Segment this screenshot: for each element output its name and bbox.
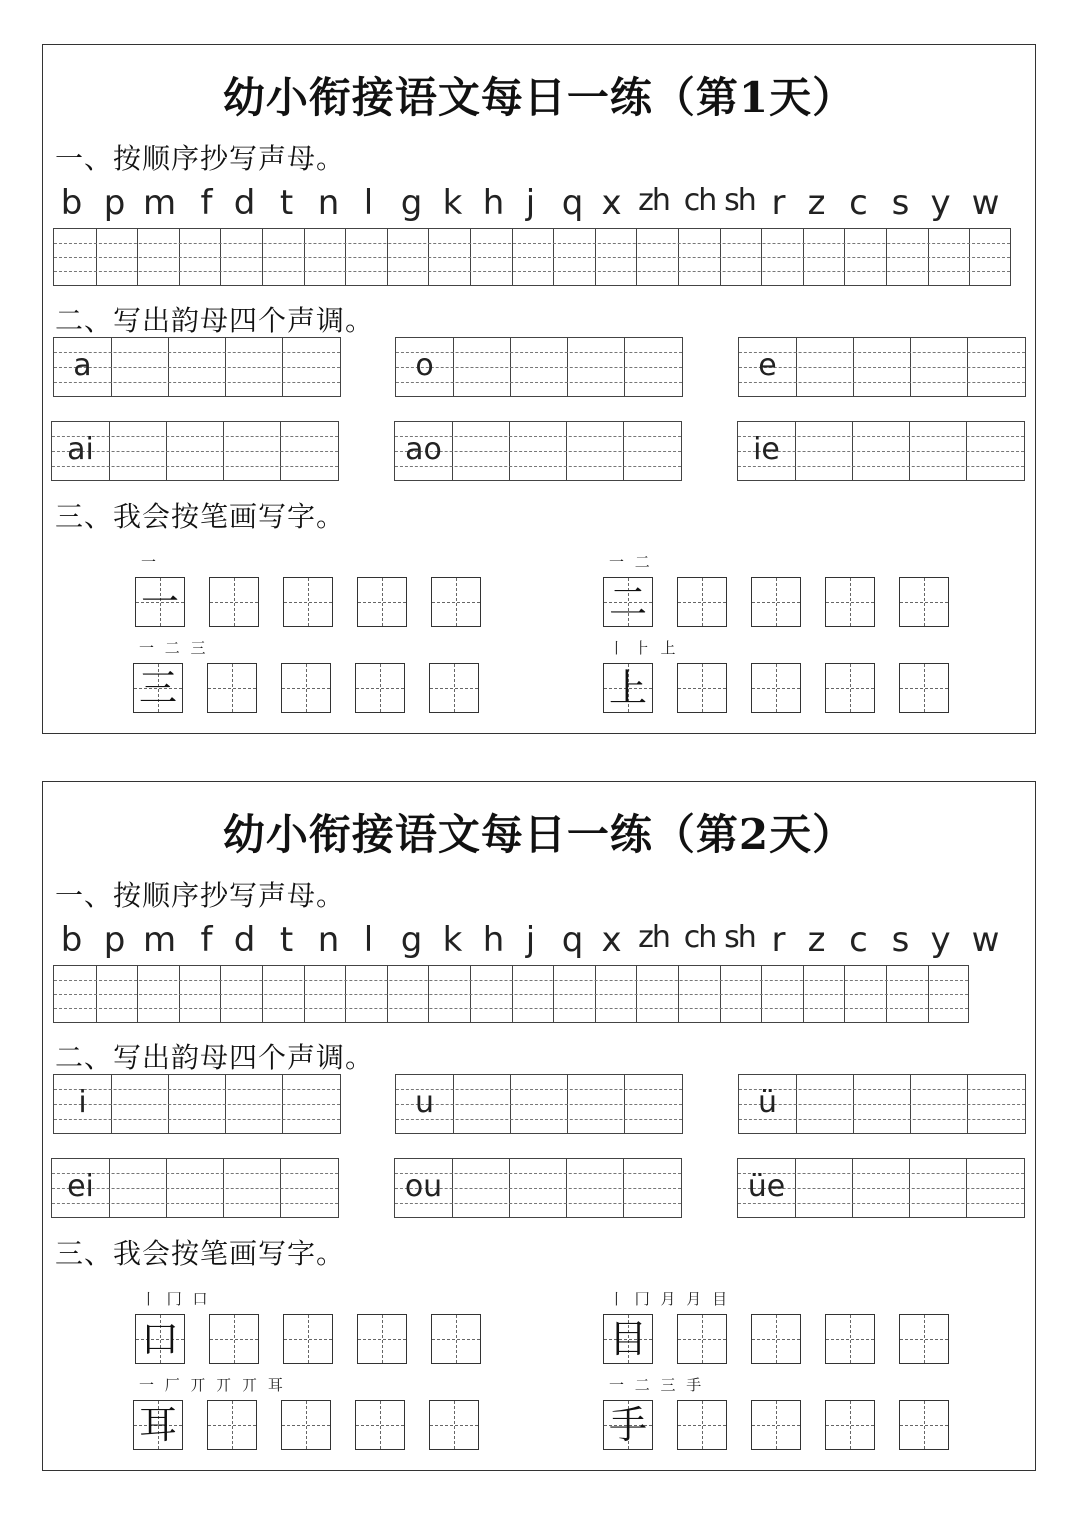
grid-guide-line xyxy=(900,688,948,689)
stroke-order-hint: 丨 冂 月 月 目 xyxy=(609,1290,731,1308)
practice-box[interactable] xyxy=(281,663,331,713)
practice-box[interactable] xyxy=(825,663,875,713)
initial-letter: p xyxy=(103,183,126,223)
initial-letter: c xyxy=(849,183,868,223)
grid-guide-line xyxy=(210,1339,258,1340)
grid-guide-line xyxy=(752,688,800,689)
model-character-box xyxy=(603,663,653,713)
section-heading-initials: 一、按顺序抄写声母。 xyxy=(55,879,346,912)
initial-letter: t xyxy=(279,183,294,223)
worksheet-title: 幼小衔接语文每日一练（第2天） xyxy=(222,810,856,859)
grid-guide-line xyxy=(678,1339,726,1340)
grid-guide-line xyxy=(678,602,726,603)
initial-letter: y xyxy=(930,183,951,223)
initial-letter: m xyxy=(142,183,177,223)
practice-box[interactable] xyxy=(209,577,259,627)
model-character: 目 xyxy=(608,1317,647,1361)
tone-writing-grid[interactable] xyxy=(737,1158,1025,1218)
stroke-order-hint: 一 二 三 手 xyxy=(609,1376,705,1394)
practice-box[interactable] xyxy=(283,577,333,627)
tone-writing-grid[interactable] xyxy=(51,1158,339,1218)
final-label: ü xyxy=(757,1085,777,1120)
final-label: ao xyxy=(405,432,442,467)
final-label: o xyxy=(415,348,434,383)
practice-box[interactable] xyxy=(751,577,801,627)
worksheet-day-1 xyxy=(42,44,1036,734)
practice-box[interactable] xyxy=(751,1314,801,1364)
grid-guide-line xyxy=(54,980,968,981)
worksheet-day-2 xyxy=(42,781,1036,1471)
final-label: ai xyxy=(67,432,94,467)
practice-box[interactable] xyxy=(825,577,875,627)
tone-writing-grid[interactable] xyxy=(395,337,683,397)
initial-letter: w xyxy=(971,183,1000,223)
practice-box[interactable] xyxy=(207,1400,257,1450)
grid-guide-line xyxy=(282,688,330,689)
initial-letter: m xyxy=(142,920,177,960)
tone-writing-grid[interactable] xyxy=(394,421,682,481)
grid-guide-line xyxy=(284,1339,332,1340)
model-character-box xyxy=(135,577,185,627)
practice-box[interactable] xyxy=(899,577,949,627)
tone-writing-grid[interactable] xyxy=(53,1074,341,1134)
initial-letter: k xyxy=(442,920,463,960)
initial-letter: x xyxy=(601,920,622,960)
model-character-box xyxy=(603,577,653,627)
final-label: ie xyxy=(753,432,780,467)
tone-writing-grid[interactable] xyxy=(394,1158,682,1218)
model-character: 上 xyxy=(608,666,647,710)
tone-writing-grid[interactable] xyxy=(395,1074,683,1134)
initial-letter: q xyxy=(561,920,584,960)
initial-letter: r xyxy=(771,920,786,960)
practice-box[interactable] xyxy=(751,663,801,713)
model-character-box xyxy=(603,1314,653,1364)
practice-box[interactable] xyxy=(899,663,949,713)
initial-letter: w xyxy=(971,920,1000,960)
tone-writing-grid[interactable] xyxy=(737,421,1025,481)
grid-guide-line xyxy=(356,688,404,689)
practice-box[interactable] xyxy=(355,663,405,713)
practice-box[interactable] xyxy=(677,577,727,627)
grid-guide-line xyxy=(900,602,948,603)
initial-letter: x xyxy=(601,183,622,223)
stroke-order-hint: 一 xyxy=(141,553,160,571)
practice-box[interactable] xyxy=(209,1314,259,1364)
initial-letter: z xyxy=(807,183,826,223)
model-character-box xyxy=(133,1400,183,1450)
grid-guide-line xyxy=(900,1425,948,1426)
initials-writing-grid[interactable] xyxy=(53,965,969,1023)
model-character-box xyxy=(135,1314,185,1364)
initial-letter: g xyxy=(400,920,423,960)
initial-letter: d xyxy=(233,920,256,960)
grid-guide-line xyxy=(432,1339,480,1340)
grid-guide-line xyxy=(54,257,1010,258)
grid-guide-line xyxy=(208,688,256,689)
tone-writing-grid[interactable] xyxy=(738,1074,1026,1134)
initial-letter: zh xyxy=(638,920,669,955)
grid-guide-line xyxy=(826,1425,874,1426)
model-character-box xyxy=(603,1400,653,1450)
section-heading-strokes: 三、我会按笔画写字。 xyxy=(55,1237,346,1270)
initial-letter: z xyxy=(807,920,826,960)
stroke-order-hint: 一 二 三 xyxy=(139,639,209,657)
initial-letter: p xyxy=(103,920,126,960)
section-heading-strokes: 三、我会按笔画写字。 xyxy=(55,500,346,533)
initial-letter: h xyxy=(482,183,505,223)
initial-letter: f xyxy=(200,920,213,960)
initial-letter: j xyxy=(525,920,536,960)
grid-guide-line xyxy=(678,1425,726,1426)
final-label: ei xyxy=(67,1169,94,1204)
model-character-box xyxy=(133,663,183,713)
section-heading-finals: 二、写出韵母四个声调。 xyxy=(55,1041,375,1074)
practice-box[interactable] xyxy=(899,1400,949,1450)
initial-letter: y xyxy=(930,920,951,960)
initial-letter: b xyxy=(60,183,83,223)
grid-guide-line xyxy=(54,271,1010,272)
practice-box[interactable] xyxy=(357,577,407,627)
final-label: u xyxy=(414,1085,434,1120)
initial-letter: s xyxy=(891,920,910,960)
grid-guide-line xyxy=(208,1425,256,1426)
practice-box[interactable] xyxy=(283,1314,333,1364)
final-label: üe xyxy=(747,1169,786,1204)
practice-box[interactable] xyxy=(677,663,727,713)
practice-box[interactable] xyxy=(825,1314,875,1364)
practice-box[interactable] xyxy=(825,1400,875,1450)
practice-box[interactable] xyxy=(281,1400,331,1450)
initial-letter: r xyxy=(771,183,786,223)
initial-letter: s xyxy=(891,183,910,223)
grid-guide-line xyxy=(826,688,874,689)
initials-writing-grid[interactable] xyxy=(53,228,1011,286)
tone-writing-grid[interactable] xyxy=(51,421,339,481)
grid-guide-line xyxy=(430,1425,478,1426)
tone-writing-grid[interactable] xyxy=(738,337,1026,397)
final-label: i xyxy=(78,1085,87,1120)
model-character: 口 xyxy=(140,1317,179,1361)
initial-letter: ch xyxy=(683,183,716,218)
grid-guide-line xyxy=(282,1425,330,1426)
model-character: 一 xyxy=(140,580,179,624)
initials-row xyxy=(51,183,1021,227)
model-character: 三 xyxy=(138,666,177,710)
initial-letter: b xyxy=(60,920,83,960)
initial-letter: h xyxy=(482,920,505,960)
grid-guide-line xyxy=(358,602,406,603)
practice-box[interactable] xyxy=(431,577,481,627)
practice-box[interactable] xyxy=(899,1314,949,1364)
grid-guide-line xyxy=(358,1339,406,1340)
grid-guide-line xyxy=(430,688,478,689)
grid-guide-line xyxy=(752,1425,800,1426)
stroke-order-hint: 一 厂 丌 丌 丌 耳 xyxy=(139,1376,286,1394)
practice-box[interactable] xyxy=(431,1314,481,1364)
practice-box[interactable] xyxy=(677,1400,727,1450)
initial-letter: zh xyxy=(638,183,669,218)
grid-guide-line xyxy=(54,994,968,995)
model-character: 耳 xyxy=(138,1403,177,1447)
grid-guide-line xyxy=(826,602,874,603)
grid-guide-line xyxy=(54,243,1010,244)
practice-box[interactable] xyxy=(429,1400,479,1450)
stroke-order-hint: 丨 ⺊ 上 xyxy=(609,639,679,657)
grid-guide-line xyxy=(284,602,332,603)
grid-guide-line xyxy=(826,1339,874,1340)
section-heading-finals: 二、写出韵母四个声调。 xyxy=(55,304,375,337)
stroke-order-hint: 丨 冂 口 xyxy=(141,1290,211,1308)
initial-letter: l xyxy=(363,920,374,960)
stroke-order-hint: 一 二 xyxy=(609,553,653,571)
grid-guide-line xyxy=(678,688,726,689)
final-label: ou xyxy=(404,1169,443,1204)
grid-guide-line xyxy=(356,1425,404,1426)
grid-guide-line xyxy=(900,1339,948,1340)
initial-letter: ch xyxy=(683,920,716,955)
worksheet-title: 幼小衔接语文每日一练（第1天） xyxy=(222,73,856,122)
tone-writing-grid[interactable] xyxy=(53,337,341,397)
initial-letter: k xyxy=(442,183,463,223)
final-label: e xyxy=(758,348,777,383)
initial-letter: n xyxy=(317,183,340,223)
initial-letter: f xyxy=(200,183,213,223)
grid-guide-line xyxy=(752,602,800,603)
initial-letter: sh xyxy=(724,183,755,218)
initial-letter: d xyxy=(233,183,256,223)
practice-box[interactable] xyxy=(357,1314,407,1364)
model-character: 二 xyxy=(608,580,647,624)
grid-guide-line xyxy=(432,602,480,603)
initial-letter: g xyxy=(400,183,423,223)
initial-letter: sh xyxy=(724,920,755,955)
practice-box[interactable] xyxy=(751,1400,801,1450)
grid-guide-line xyxy=(752,1339,800,1340)
practice-box[interactable] xyxy=(677,1314,727,1364)
grid-guide-line xyxy=(54,1008,968,1009)
initial-letter: q xyxy=(561,183,584,223)
initial-letter: j xyxy=(525,183,536,223)
initial-letter: t xyxy=(279,920,294,960)
initials-row xyxy=(51,920,1021,964)
model-character: 手 xyxy=(608,1403,647,1447)
section-heading-initials: 一、按顺序抄写声母。 xyxy=(55,142,346,175)
grid-guide-line xyxy=(210,602,258,603)
final-label: a xyxy=(73,348,92,383)
initial-letter: l xyxy=(363,183,374,223)
practice-box[interactable] xyxy=(429,663,479,713)
practice-box[interactable] xyxy=(355,1400,405,1450)
practice-box[interactable] xyxy=(207,663,257,713)
initial-letter: n xyxy=(317,920,340,960)
initial-letter: c xyxy=(849,920,868,960)
